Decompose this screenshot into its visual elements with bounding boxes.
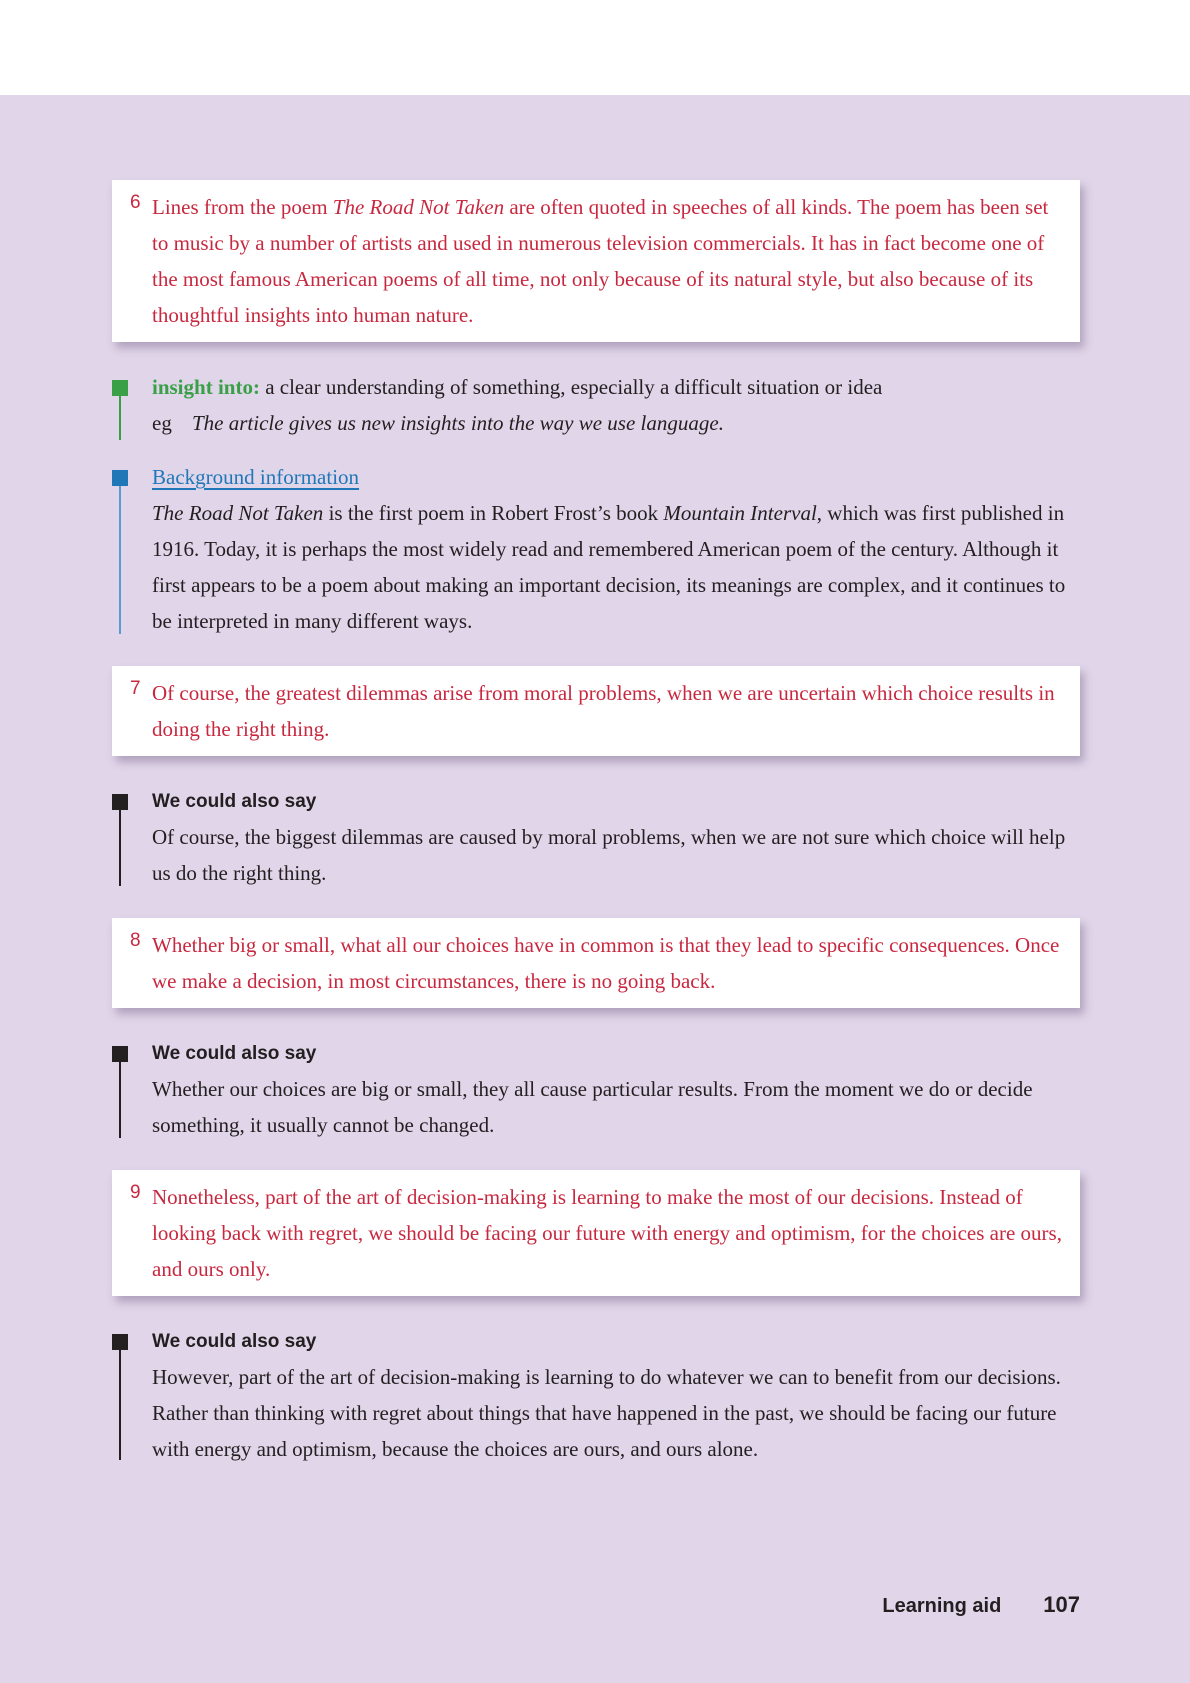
also-say-text: However, part of the art of decision-making is learning to do whatever we can to benefit from our decisions. Rather than thinking with regret about things that have happened in the past, we should be facing our future with energy and optimism, because the choices are ours, and ours alone. (152, 1365, 1061, 1461)
footer-section-label: Learning aid (882, 1595, 1002, 1617)
passage-number: 6 (130, 192, 141, 213)
vocabulary-note (112, 375, 1080, 440)
passage-7 (112, 666, 1080, 756)
also-say-note-2 (112, 1043, 1080, 1138)
passage-text-part: Lines from the poem (152, 195, 333, 219)
also-say-body (152, 1325, 1080, 1467)
vocabulary-definition: a clear understanding of something, especially a difficult situation or idea (259, 375, 883, 399)
also-say-title: We could also say (152, 1331, 317, 1352)
note-marker-icon (112, 1334, 128, 1350)
passage-number: 9 (130, 1182, 141, 1203)
vocabulary-example-line (152, 405, 1080, 441)
passage-number: 7 (130, 678, 141, 699)
note-rule (119, 810, 121, 886)
poem-title: The Road Not Taken (152, 501, 324, 525)
background-text-part: , which was first published in 1916. Today, it is perhaps the most widely read and remembered American poem of the century. Although it first appears to be a poem about making an important decision, its meanings are complex, and it continues to be interpreted in many different ways. (152, 501, 1066, 633)
background-text-part: is the first poem in Robert Frost’s book (323, 501, 664, 525)
vocabulary-example: The article gives us new insights into the way we use language. (192, 411, 724, 435)
also-say-text: Whether our choices are big or small, they all cause particular results. From the moment we do or decide something, it usually cannot be changed. (152, 1077, 1033, 1137)
also-say-note-3 (112, 1331, 1080, 1461)
passage-8 (112, 918, 1080, 1008)
passage-text: Of course, the greatest dilemmas arise from moral problems, when we are uncertain which choice results in doing the right thing. (152, 681, 1055, 741)
background-body (152, 459, 1080, 639)
vocabulary-marker-icon (112, 380, 128, 396)
poem-title: The Road Not Taken (332, 195, 505, 219)
also-say-note-1 (112, 791, 1080, 886)
passage-text: Nonetheless, part of the art of decision-making is learning to make the most of our decisions. Instead of looking back with regret, we should be facing our future with energy and optimism, for the choices are ours, and ours only. (152, 1185, 1062, 1281)
example-label: eg (152, 411, 172, 435)
passage-9 (112, 1170, 1080, 1296)
passage-text-part: are often quoted in speeches of all kinds. The poem has been set to music by a number of artists and used in numerous television commercials. It has in fact become one of the most famous American poems of all time, not only because of its natural style, but also because of its thoughtful insights into human nature. (152, 195, 1049, 327)
background-title: Background information (152, 465, 360, 489)
vocabulary-body (152, 369, 1080, 441)
background-text (152, 495, 1080, 639)
page-number: 107 (1043, 1592, 1080, 1617)
note-marker-icon (112, 794, 128, 810)
note-rule (119, 1062, 121, 1138)
background-marker-icon (112, 470, 128, 486)
passage-6 (112, 180, 1080, 342)
note-marker-icon (112, 1046, 128, 1062)
background-rule (119, 486, 121, 634)
page-footer (882, 1592, 1080, 1618)
vocabulary-rule (119, 396, 121, 440)
passage-text: Whether big or small, what all our choices have in common is that they lead to specific consequences. Once we make a decision, in most circumstances, there is no going back. (152, 933, 1060, 993)
also-say-title: We could also say (152, 791, 317, 812)
also-say-title: We could also say (152, 1043, 317, 1064)
passage-number: 8 (130, 930, 141, 951)
book-title: Mountain Interval (663, 501, 817, 525)
note-rule (119, 1350, 121, 1460)
also-say-body (152, 785, 1080, 891)
vocabulary-term: insight into: (152, 375, 260, 399)
also-say-body (152, 1037, 1080, 1143)
background-note (112, 465, 1080, 634)
also-say-text: Of course, the biggest dilemmas are caused by moral problems, when we are not sure which choice will help us do the right thing. (152, 825, 1066, 885)
passage-text (152, 189, 1066, 333)
vocabulary-definition-line (152, 369, 1080, 405)
